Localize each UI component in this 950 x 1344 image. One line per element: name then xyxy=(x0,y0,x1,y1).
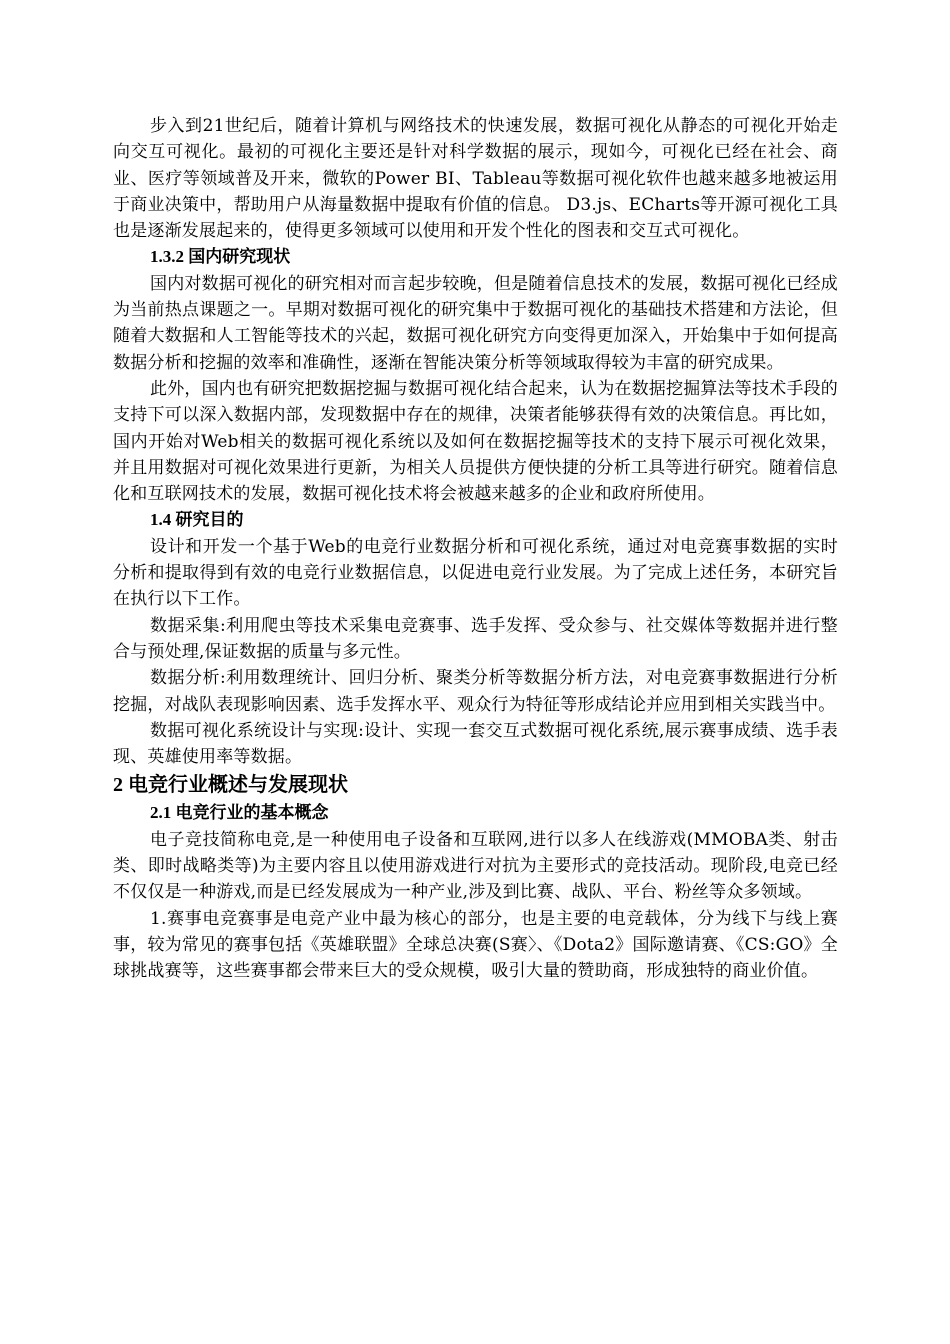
paragraph-system-design: 数据可视化系统设计与实现:设计、实现一套交互式数据可视化系统,展示赛事成绩、选手表现、英雄使用率等数据。 xyxy=(113,720,838,768)
section-heading-1-3-2: 1.3.2 国内研究现状 xyxy=(150,247,291,267)
section-heading-2-1: 2.1 电竞行业的基本概念 xyxy=(150,803,329,823)
section-heading-1-4: 1.4 研究目的 xyxy=(150,510,244,530)
chapter-heading-2: 2 电竞行业概述与发展现状 xyxy=(113,774,348,797)
paragraph-domestic-research: 国内对数据可视化的研究相对而言起步较晚，但是随着信息技术的发展，数据可视化已经成为当前热点课题之一。早期对数据可视化的研究集中于数据可视化的基础技术搭建和方法论，但随着大数据和人工智能等技术的兴起，数据可视化研究方向变得更加深入，开始集中于如何提高数据分析和挖掘的效率和准确性，逐渐在智能决策分析等领域取得较为丰富的研究成果。 xyxy=(113,273,838,373)
paragraph-esports-definition: 电子竞技简称电竞,是一种使用电子设备和互联网,进行以多人在线游戏(MMOBA类、射击类、即时战略类等)为主要内容且以使用游戏进行对抗为主要形式的竞技活动。现阶段,电竞已经不仅仅是一种游戏,而是已经发展成为一种产业,涉及到比赛、战队、平台、粉丝等众多领域。 xyxy=(113,829,838,903)
paragraph-data-mining: 此外，国内也有研究把数据挖掘与数据可视化结合起来，认为在数据挖掘算法等技术手段的支持下可以深入数据内部，发现数据中存在的规律，决策者能够获得有效的决策信息。再比如，国内开始对Web相关的数据可视化系统以及如何在数据挖掘等技术的支持下展示可视化效果，并且用数据对可视化效果进行更新，为相关人员提供方便快捷的分析工具等进行研究。随着信息化和互联网技术的发展，数据可视化技术将会被越来越多的企业和政府所使用。 xyxy=(113,378,838,505)
paragraph-data-analysis: 数据分析:利用数理统计、回归分析、聚类分析等数据分析方法，对电竞赛事数据进行分析挖掘，对战队表现影响因素、选手发挥水平、观众行为特征等形成结论并应用到相关实践当中。 xyxy=(113,668,838,715)
paragraph-data-collection: 数据采集:利用爬虫等技术采集电竞赛事、选手发挥、受众参与、社交媒体等数据并进行整合与预处理,保证数据的质量与多元性。 xyxy=(113,615,838,662)
paragraph-research-goal: 设计和开发一个基于Web的电竞行业数据分析和可视化系统，通过对电竞赛事数据的实时分析和提取得到有效的电竞行业数据信息，以促进电竞行业发展。为了完成上述任务，本研究旨在执行以下工作。 xyxy=(113,536,838,610)
paragraph-visualization-history: 步入到21世纪后，随着计算机与网络技术的快速发展，数据可视化从静态的可视化开始走向交互可视化。最初的可视化主要还是针对科学数据的展示，现如今，可视化已经在社会、商业、医疗等领域普及开来，微软的Power BI、Tableau等数据可视化软件也越来越多地被运用于商业决策中，帮助用户从海量数据中提取有价值的信息。 D3.js、ECharts等开源可视化工具也是逐渐发展起来的，使得更多领域可以使用和开发个性化的图表和交互式可视化。 xyxy=(113,116,838,242)
document-body xyxy=(113,113,838,985)
paragraph-esports-events: 1.赛事电竞赛事是电竞产业中最为核心的部分，也是主要的电竞载体，分为线下与线上赛事，较为常见的赛事包括《英雄联盟》全球总决赛(S赛〉、《Dota2》国际邀请赛、《CS:GO》全球挑战赛等，这些赛事都会带来巨大的受众规模，吸引大量的赞助商，形成独特的商业价值。 xyxy=(113,908,838,982)
